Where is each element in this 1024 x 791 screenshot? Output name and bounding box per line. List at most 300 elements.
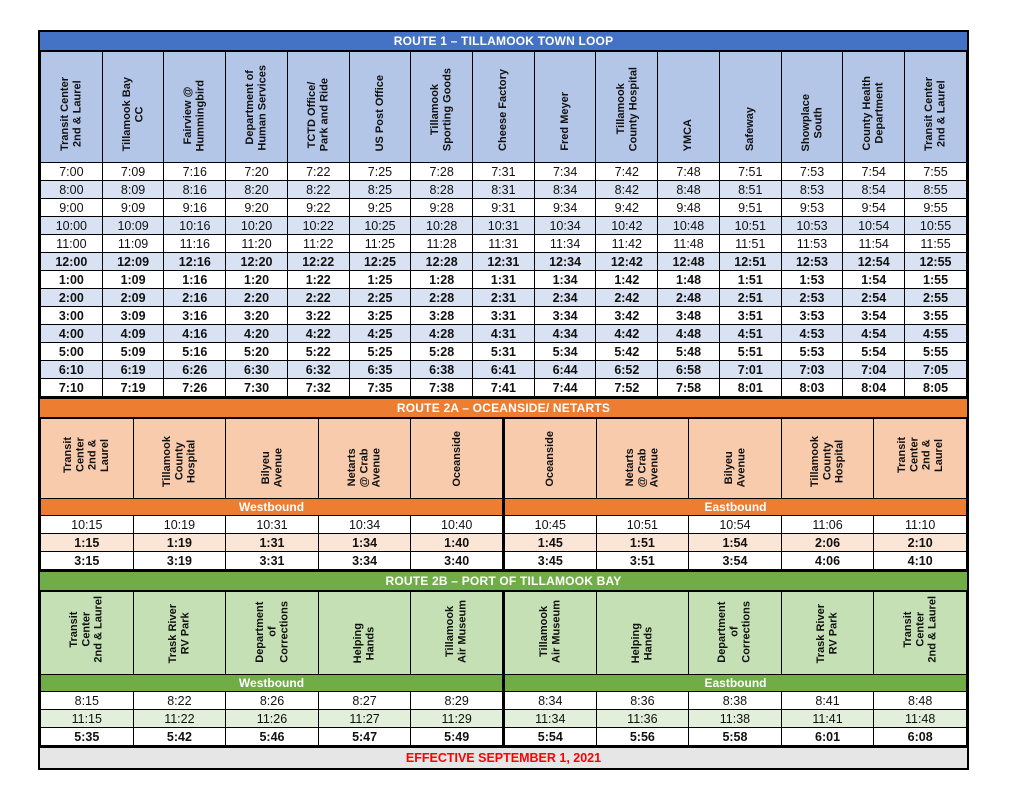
stop-header-label: Netarts @ Crab Avenue bbox=[623, 447, 661, 487]
time-cell: 12:25 bbox=[349, 253, 411, 271]
time-cell: 4:55 bbox=[905, 325, 967, 343]
time-cell: 1:34 bbox=[318, 534, 411, 552]
route2a-title-bar: ROUTE 2A – OCEANSIDE/ NETARTS bbox=[40, 397, 967, 418]
route1-stops-row bbox=[41, 52, 967, 163]
time-cell: 6:19 bbox=[102, 361, 164, 379]
time-cell: 3:20 bbox=[226, 307, 288, 325]
time-cell: 3:42 bbox=[596, 307, 658, 325]
westbound-label: Westbound bbox=[41, 675, 504, 692]
time-cell: 5:31 bbox=[473, 343, 535, 361]
timetable-sheet bbox=[38, 30, 969, 770]
time-cell: 6:10 bbox=[41, 361, 103, 379]
time-cell: 10:31 bbox=[226, 516, 319, 534]
time-cell: 11:38 bbox=[689, 710, 782, 728]
stop-header-label: YMCA bbox=[682, 118, 695, 151]
time-cell: 5:56 bbox=[596, 728, 689, 746]
stop-header-label: Cheese Factory bbox=[497, 69, 510, 151]
time-cell: 8:34 bbox=[534, 181, 596, 199]
time-cell: 3:15 bbox=[41, 552, 134, 570]
time-cell: 8:04 bbox=[843, 379, 905, 397]
time-cell: 10:19 bbox=[133, 516, 226, 534]
time-cell: 5:34 bbox=[534, 343, 596, 361]
route2a-stops-row bbox=[41, 419, 967, 499]
time-cell: 3:34 bbox=[318, 552, 411, 570]
time-cell: 1:42 bbox=[596, 271, 658, 289]
time-cell: 5:49 bbox=[411, 728, 504, 746]
stop-header-label: Transit Center 2nd & Laurel bbox=[901, 596, 939, 663]
time-cell: 11:42 bbox=[596, 235, 658, 253]
time-cell: 11:15 bbox=[41, 710, 134, 728]
time-cell: 5:22 bbox=[287, 343, 349, 361]
time-cell: 5:16 bbox=[164, 343, 226, 361]
stop-header-label: Tillamook County Hospital bbox=[160, 435, 198, 487]
stop-header-label: Tillamook Air Museum bbox=[537, 600, 563, 663]
time-cell: 2:55 bbox=[905, 289, 967, 307]
time-cell: 11:29 bbox=[411, 710, 504, 728]
time-cell: 11:31 bbox=[473, 235, 535, 253]
stop-header bbox=[781, 419, 874, 499]
time-cell: 7:25 bbox=[349, 163, 411, 181]
stop-header bbox=[874, 419, 967, 499]
stop-header bbox=[874, 592, 967, 675]
time-cell: 11:55 bbox=[905, 235, 967, 253]
time-cell: 3:40 bbox=[411, 552, 504, 570]
route1-title-bar: ROUTE 1 – TILLAMOOK TOWN LOOP bbox=[40, 32, 967, 51]
table-row bbox=[41, 253, 967, 271]
time-cell: 4:54 bbox=[843, 325, 905, 343]
time-cell: 8:53 bbox=[781, 181, 843, 199]
stop-header-label: Tillamook County Hospital bbox=[809, 435, 846, 487]
time-cell: 4:51 bbox=[719, 325, 781, 343]
stop-header bbox=[905, 52, 967, 163]
stop-header bbox=[781, 52, 843, 163]
table-row bbox=[41, 271, 967, 289]
stop-header-label: Helping Hands bbox=[630, 622, 655, 663]
time-cell: 11:06 bbox=[781, 516, 874, 534]
time-cell: 9:54 bbox=[843, 199, 905, 217]
time-cell: 7:01 bbox=[719, 361, 781, 379]
stop-header bbox=[41, 52, 103, 163]
stop-header-label: Department of Corrections bbox=[716, 601, 754, 663]
table-row bbox=[41, 325, 967, 343]
time-cell: 3:34 bbox=[534, 307, 596, 325]
route2a-table bbox=[40, 418, 967, 570]
stop-header bbox=[596, 52, 658, 163]
time-cell: 11:51 bbox=[719, 235, 781, 253]
time-cell: 6:52 bbox=[596, 361, 658, 379]
stop-header-label: Department of Corrections bbox=[253, 601, 291, 663]
time-cell: 2:20 bbox=[226, 289, 288, 307]
table-row bbox=[41, 307, 967, 325]
stop-header-label: Tillamook Sporting Goods bbox=[429, 67, 454, 151]
time-cell: 8:22 bbox=[287, 181, 349, 199]
time-cell: 3:16 bbox=[164, 307, 226, 325]
time-cell: 8:55 bbox=[905, 181, 967, 199]
time-cell: 5:54 bbox=[503, 728, 596, 746]
time-cell: 7:22 bbox=[287, 163, 349, 181]
time-cell: 5:47 bbox=[318, 728, 411, 746]
stop-header bbox=[689, 592, 782, 675]
stop-header-label: Safeway bbox=[744, 106, 757, 151]
time-cell: 11:26 bbox=[226, 710, 319, 728]
stop-header bbox=[658, 52, 720, 163]
stop-header-label: Tillamook Air Museum bbox=[444, 600, 469, 663]
time-cell: 9:09 bbox=[102, 199, 164, 217]
time-cell: 8:38 bbox=[689, 692, 782, 710]
time-cell: 7:30 bbox=[226, 379, 288, 397]
time-cell: 8:03 bbox=[781, 379, 843, 397]
time-cell: 11:10 bbox=[874, 516, 967, 534]
time-cell: 10:28 bbox=[411, 217, 473, 235]
time-cell: 6:35 bbox=[349, 361, 411, 379]
stop-header-label: Oceanside bbox=[544, 431, 557, 487]
time-cell: 2:51 bbox=[719, 289, 781, 307]
time-cell: 1:19 bbox=[133, 534, 226, 552]
time-cell: 1:00 bbox=[41, 271, 103, 289]
time-cell: 11:34 bbox=[503, 710, 596, 728]
stop-header bbox=[164, 52, 226, 163]
stop-header-label: Transit Center 2nd & Laurel bbox=[62, 436, 112, 474]
time-cell: 4:25 bbox=[349, 325, 411, 343]
route2b-stops-row bbox=[41, 592, 967, 675]
stop-header-label: Transit Center 2nd & Laurel bbox=[895, 436, 945, 474]
time-cell: 6:01 bbox=[781, 728, 874, 746]
stop-header bbox=[596, 419, 689, 499]
time-cell: 10:09 bbox=[102, 217, 164, 235]
time-cell: 9:55 bbox=[905, 199, 967, 217]
time-cell: 6:41 bbox=[473, 361, 535, 379]
time-cell: 7:38 bbox=[411, 379, 473, 397]
westbound-label: Westbound bbox=[41, 499, 504, 516]
time-cell: 10:54 bbox=[843, 217, 905, 235]
time-cell: 10:34 bbox=[318, 516, 411, 534]
time-cell: 10:45 bbox=[503, 516, 596, 534]
time-cell: 4:28 bbox=[411, 325, 473, 343]
time-cell: 5:28 bbox=[411, 343, 473, 361]
time-cell: 5:53 bbox=[781, 343, 843, 361]
route2b-title-bar: ROUTE 2B – PORT OF TILLAMOOK BAY bbox=[40, 570, 967, 591]
time-cell: 2:06 bbox=[781, 534, 874, 552]
time-cell: 10:31 bbox=[473, 217, 535, 235]
time-cell: 10:54 bbox=[689, 516, 782, 534]
time-cell: 7:03 bbox=[781, 361, 843, 379]
time-cell: 1:28 bbox=[411, 271, 473, 289]
time-cell: 12:31 bbox=[473, 253, 535, 271]
time-cell: 7:31 bbox=[473, 163, 535, 181]
time-cell: 1:09 bbox=[102, 271, 164, 289]
table-row bbox=[41, 181, 967, 199]
time-cell: 8:01 bbox=[719, 379, 781, 397]
time-cell: 8:05 bbox=[905, 379, 967, 397]
stop-header bbox=[226, 592, 319, 675]
time-cell: 3:55 bbox=[905, 307, 967, 325]
time-cell: 8:15 bbox=[41, 692, 134, 710]
time-cell: 12:22 bbox=[287, 253, 349, 271]
stop-header-label: Netarts @ Crab Avenue bbox=[346, 447, 383, 487]
time-cell: 8:29 bbox=[411, 692, 504, 710]
stop-header-label: County Health Department bbox=[861, 76, 886, 151]
table-row bbox=[41, 361, 967, 379]
time-cell: 10:34 bbox=[534, 217, 596, 235]
time-cell: 10:42 bbox=[596, 217, 658, 235]
time-cell: 4:16 bbox=[164, 325, 226, 343]
route1-head bbox=[41, 52, 967, 163]
stop-header-label: Tillamook Bay CC bbox=[120, 76, 146, 151]
time-cell: 8:20 bbox=[226, 181, 288, 199]
time-cell: 6:30 bbox=[226, 361, 288, 379]
time-cell: 7:55 bbox=[905, 163, 967, 181]
stop-header bbox=[689, 419, 782, 499]
stop-header bbox=[349, 52, 411, 163]
time-cell: 1:54 bbox=[689, 534, 782, 552]
time-cell: 6:38 bbox=[411, 361, 473, 379]
time-cell: 3:54 bbox=[843, 307, 905, 325]
time-cell: 6:58 bbox=[658, 361, 720, 379]
time-cell: 12:09 bbox=[102, 253, 164, 271]
time-cell: 3:53 bbox=[781, 307, 843, 325]
time-cell: 12:16 bbox=[164, 253, 226, 271]
time-cell: 11:34 bbox=[534, 235, 596, 253]
time-cell: 9:20 bbox=[226, 199, 288, 217]
time-cell: 8:09 bbox=[102, 181, 164, 199]
time-cell: 8:41 bbox=[781, 692, 874, 710]
time-cell: 9:16 bbox=[164, 199, 226, 217]
time-cell: 5:51 bbox=[719, 343, 781, 361]
time-cell: 9:42 bbox=[596, 199, 658, 217]
time-cell: 12:34 bbox=[534, 253, 596, 271]
time-cell: 8:36 bbox=[596, 692, 689, 710]
time-cell: 10:16 bbox=[164, 217, 226, 235]
time-cell: 4:00 bbox=[41, 325, 103, 343]
time-cell: 3:25 bbox=[349, 307, 411, 325]
time-cell: 1:48 bbox=[658, 271, 720, 289]
time-cell: 6:26 bbox=[164, 361, 226, 379]
time-cell: 2:53 bbox=[781, 289, 843, 307]
time-cell: 10:51 bbox=[719, 217, 781, 235]
time-cell: 1:20 bbox=[226, 271, 288, 289]
time-cell: 10:00 bbox=[41, 217, 103, 235]
time-cell: 9:28 bbox=[411, 199, 473, 217]
route2b-direction-bar bbox=[41, 675, 967, 692]
stop-header bbox=[843, 52, 905, 163]
time-cell: 2:16 bbox=[164, 289, 226, 307]
time-cell: 10:51 bbox=[596, 516, 689, 534]
time-cell: 5:48 bbox=[658, 343, 720, 361]
time-cell: 2:22 bbox=[287, 289, 349, 307]
stop-header-label: Department of Human Services bbox=[244, 65, 269, 151]
time-cell: 8:26 bbox=[226, 692, 319, 710]
time-cell: 8:16 bbox=[164, 181, 226, 199]
time-cell: 12:53 bbox=[781, 253, 843, 271]
time-cell: 8:48 bbox=[874, 692, 967, 710]
time-cell: 2:54 bbox=[843, 289, 905, 307]
time-cell: 11:54 bbox=[843, 235, 905, 253]
table-row bbox=[41, 289, 967, 307]
time-cell: 7:00 bbox=[41, 163, 103, 181]
time-cell: 4:48 bbox=[658, 325, 720, 343]
time-cell: 11:53 bbox=[781, 235, 843, 253]
time-cell: 2:42 bbox=[596, 289, 658, 307]
time-cell: 12:28 bbox=[411, 253, 473, 271]
stop-header bbox=[411, 592, 504, 675]
route2a-direction-bar bbox=[41, 499, 967, 516]
time-cell: 8:51 bbox=[719, 181, 781, 199]
stop-header-label: Transit Center 2nd & Laurel bbox=[59, 77, 84, 151]
time-cell: 2:34 bbox=[534, 289, 596, 307]
time-cell: 4:34 bbox=[534, 325, 596, 343]
time-cell: 7:48 bbox=[658, 163, 720, 181]
time-cell: 7:34 bbox=[534, 163, 596, 181]
time-cell: 1:53 bbox=[781, 271, 843, 289]
stop-header bbox=[287, 52, 349, 163]
time-cell: 11:28 bbox=[411, 235, 473, 253]
time-cell: 2:09 bbox=[102, 289, 164, 307]
time-cell: 7:42 bbox=[596, 163, 658, 181]
time-cell: 2:31 bbox=[473, 289, 535, 307]
time-cell: 7:10 bbox=[41, 379, 103, 397]
time-cell: 4:10 bbox=[874, 552, 967, 570]
time-cell: 10:20 bbox=[226, 217, 288, 235]
time-cell: 5:42 bbox=[596, 343, 658, 361]
time-cell: 11:41 bbox=[781, 710, 874, 728]
time-cell: 4:31 bbox=[473, 325, 535, 343]
time-cell: 1:31 bbox=[473, 271, 535, 289]
time-cell: 3:48 bbox=[658, 307, 720, 325]
route2b-head bbox=[41, 592, 967, 692]
time-cell: 1:55 bbox=[905, 271, 967, 289]
time-cell: 7:04 bbox=[843, 361, 905, 379]
stop-header bbox=[411, 52, 473, 163]
time-cell: 3:54 bbox=[689, 552, 782, 570]
time-cell: 3:51 bbox=[719, 307, 781, 325]
time-cell: 1:22 bbox=[287, 271, 349, 289]
stop-header bbox=[318, 419, 411, 499]
stop-header-label: Trask River RV Park bbox=[815, 603, 840, 663]
time-cell: 7:51 bbox=[719, 163, 781, 181]
time-cell: 6:32 bbox=[287, 361, 349, 379]
time-cell: 7:09 bbox=[102, 163, 164, 181]
time-cell: 12:00 bbox=[41, 253, 103, 271]
time-cell: 5:25 bbox=[349, 343, 411, 361]
table-row bbox=[41, 710, 967, 728]
effective-date: EFFECTIVE SEPTEMBER 1, 2021 bbox=[40, 746, 967, 768]
time-cell: 8:27 bbox=[318, 692, 411, 710]
time-cell: 3:28 bbox=[411, 307, 473, 325]
time-cell: 10:22 bbox=[287, 217, 349, 235]
time-cell: 3:00 bbox=[41, 307, 103, 325]
time-cell: 7:32 bbox=[287, 379, 349, 397]
stop-header bbox=[473, 52, 535, 163]
time-cell: 11:22 bbox=[287, 235, 349, 253]
time-cell: 5:00 bbox=[41, 343, 103, 361]
stop-header bbox=[411, 419, 504, 499]
time-cell: 7:26 bbox=[164, 379, 226, 397]
stop-header bbox=[318, 592, 411, 675]
stop-header bbox=[596, 592, 689, 675]
stop-header bbox=[781, 592, 874, 675]
time-cell: 2:48 bbox=[658, 289, 720, 307]
time-cell: 5:58 bbox=[689, 728, 782, 746]
time-cell: 7:54 bbox=[843, 163, 905, 181]
time-cell: 10:53 bbox=[781, 217, 843, 235]
table-row bbox=[41, 516, 967, 534]
stop-header-label: Oceanside bbox=[450, 431, 463, 487]
time-cell: 2:10 bbox=[874, 534, 967, 552]
stop-header bbox=[503, 419, 596, 499]
time-cell: 8:22 bbox=[133, 692, 226, 710]
time-cell: 5:09 bbox=[102, 343, 164, 361]
stop-header-label: Tillamook County Hospital bbox=[614, 66, 639, 151]
eastbound-label: Eastbound bbox=[503, 675, 966, 692]
table-row bbox=[41, 379, 967, 397]
time-cell: 11:48 bbox=[874, 710, 967, 728]
time-cell: 1:40 bbox=[411, 534, 504, 552]
time-cell: 9:00 bbox=[41, 199, 103, 217]
time-cell: 9:53 bbox=[781, 199, 843, 217]
stop-header bbox=[503, 592, 596, 675]
stop-header-label: Showplace South bbox=[799, 93, 824, 151]
time-cell: 11:00 bbox=[41, 235, 103, 253]
time-cell: 11:22 bbox=[133, 710, 226, 728]
time-cell: 4:20 bbox=[226, 325, 288, 343]
stop-header bbox=[133, 419, 226, 499]
time-cell: 5:42 bbox=[133, 728, 226, 746]
time-cell: 5:20 bbox=[226, 343, 288, 361]
route2a-times-body bbox=[41, 516, 967, 570]
time-cell: 7:44 bbox=[534, 379, 596, 397]
time-cell: 7:41 bbox=[473, 379, 535, 397]
stop-header-label: Helping Hands bbox=[352, 622, 377, 663]
time-cell: 10:25 bbox=[349, 217, 411, 235]
time-cell: 1:51 bbox=[596, 534, 689, 552]
eastbound-label: Eastbound bbox=[503, 499, 966, 516]
route1-times-body bbox=[41, 163, 967, 397]
stop-header-label: Transit Center 2nd & Laurel bbox=[923, 77, 948, 151]
stop-header bbox=[719, 52, 781, 163]
time-cell: 5:35 bbox=[41, 728, 134, 746]
time-cell: 12:20 bbox=[226, 253, 288, 271]
time-cell: 2:25 bbox=[349, 289, 411, 307]
time-cell: 2:00 bbox=[41, 289, 103, 307]
time-cell: 12:54 bbox=[843, 253, 905, 271]
time-cell: 1:15 bbox=[41, 534, 134, 552]
time-cell: 8:28 bbox=[411, 181, 473, 199]
time-cell: 4:22 bbox=[287, 325, 349, 343]
stop-header-label: Trask River RV Park bbox=[167, 603, 192, 663]
time-cell: 11:16 bbox=[164, 235, 226, 253]
time-cell: 8:34 bbox=[503, 692, 596, 710]
table-row bbox=[41, 343, 967, 361]
time-cell: 12:55 bbox=[905, 253, 967, 271]
table-row bbox=[41, 552, 967, 570]
time-cell: 9:51 bbox=[719, 199, 781, 217]
time-cell: 7:20 bbox=[226, 163, 288, 181]
time-cell: 1:51 bbox=[719, 271, 781, 289]
time-cell: 4:09 bbox=[102, 325, 164, 343]
stop-header bbox=[226, 419, 319, 499]
time-cell: 10:48 bbox=[658, 217, 720, 235]
time-cell: 7:52 bbox=[596, 379, 658, 397]
table-row bbox=[41, 235, 967, 253]
route1-table bbox=[40, 51, 967, 397]
time-cell: 8:48 bbox=[658, 181, 720, 199]
time-cell: 8:42 bbox=[596, 181, 658, 199]
time-cell: 9:34 bbox=[534, 199, 596, 217]
time-cell: 4:42 bbox=[596, 325, 658, 343]
time-cell: 8:31 bbox=[473, 181, 535, 199]
stop-header bbox=[41, 419, 134, 499]
time-cell: 4:53 bbox=[781, 325, 843, 343]
